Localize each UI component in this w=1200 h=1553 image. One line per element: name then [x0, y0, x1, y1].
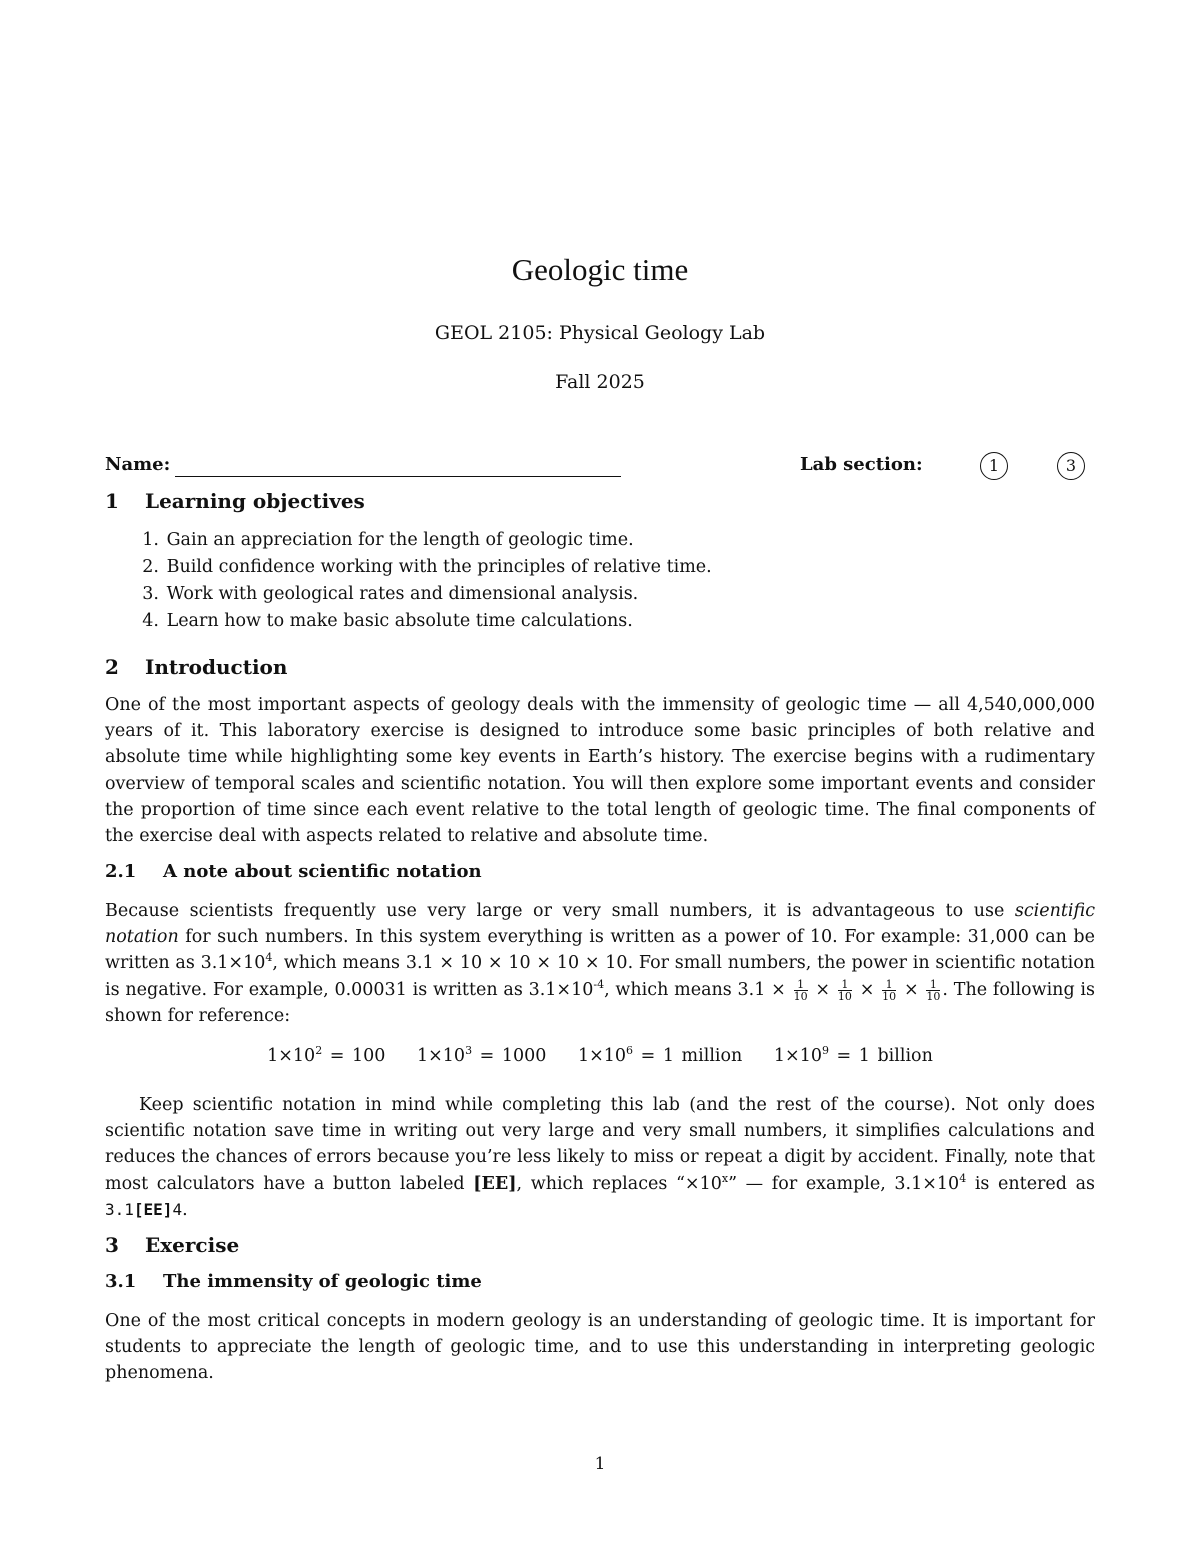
list-item [105, 554, 712, 581]
subsection-heading-scientific-notation [105, 861, 482, 882]
notation-tips-paragraph [105, 1092, 1095, 1223]
text-run: , which means 3.1 × [604, 979, 786, 1000]
equation-result: = 1000 [472, 1046, 547, 1066]
section-heading-introduction [105, 655, 287, 679]
text-run: , which means 3.1 × 10 × 10 × 10 × 10. For small numbers, the power in scientific notation is negative. For example, 0.00031 is written as 3.1×10 [105, 953, 1096, 1000]
calculator-entry [105, 1200, 182, 1219]
fraction-denominator: 10 [837, 989, 852, 1003]
text-run: is entered as [966, 1173, 1096, 1194]
subsection-number: 2.1 [105, 861, 137, 882]
subsection-title: The immensity of geologic time [163, 1271, 482, 1292]
page-number: 1 [594, 1454, 606, 1474]
section-title: Learning objectives [145, 489, 365, 513]
fraction [882, 979, 896, 1002]
lab-section-label: Lab section: [800, 454, 923, 475]
subsection-heading-immensity [105, 1271, 482, 1292]
exponent: -4 [593, 977, 605, 991]
text-run: Because scientists frequently use very large or very small numbers, it is advantageous to use [105, 901, 1015, 921]
equation [267, 1046, 385, 1066]
list-item [105, 527, 712, 554]
equation-base: 1×10 [416, 1046, 466, 1066]
exponent: x [721, 1171, 729, 1185]
course-subtitle: GEOL 2105: Physical Geology Lab [434, 322, 766, 344]
equation-result: = 100 [322, 1046, 386, 1066]
section-heading-learning-objectives [105, 489, 365, 513]
list-item [105, 581, 712, 608]
exponent: 4 [265, 951, 273, 965]
entry-ee-key: [EE] [133, 1199, 173, 1219]
equation [417, 1046, 546, 1066]
section-heading-exercise [105, 1233, 239, 1257]
section-number: 3 [105, 1233, 119, 1257]
entry-exponent: 4 [172, 1199, 183, 1219]
equation [578, 1046, 742, 1066]
fraction-numerator: 1 [794, 979, 808, 991]
emphasis-term: scientific notation [105, 901, 1095, 948]
list-item [105, 608, 712, 635]
exponent: 4 [959, 1171, 967, 1185]
equation-base: 1×10 [773, 1046, 822, 1066]
fraction-numerator: 1 [882, 979, 896, 991]
exponent: 3 [465, 1044, 473, 1058]
exponent: 2 [315, 1044, 323, 1058]
list-item-number: 2. [142, 557, 159, 577]
term-label: Fall 2025 [555, 371, 645, 393]
fraction [838, 979, 852, 1002]
entry-digits: 3.1 [105, 1199, 134, 1219]
introduction-paragraph: One of the most important aspects of geology deals with the immensity of geologic time — all 4,540,000,000 years of it. This laboratory exercise is designed to introduce some basic principles of both relative and absolute time while highlighting some key events in Earth’s history. The exercise begins with a rudimentary overview of temporal scales and scientific notation. You will then explore some important events and consider the proportion of time since each event relative to the total length of geologic time. The final components of the exercise deal with aspects related to relative and absolute time. [105, 695, 1095, 847]
scientific-notation-paragraph [105, 898, 1095, 1029]
lab-section-option-1[interactable]: 1 [980, 452, 1008, 480]
exponent: 9 [821, 1044, 829, 1058]
fraction-numerator: 1 [838, 979, 852, 991]
text-run: ” — for example, 3.1×10 [728, 1173, 960, 1194]
section-title: Introduction [145, 655, 288, 679]
objectives-list [105, 527, 712, 635]
list-item-text: Gain an appreciation for the length of geologic time. [166, 530, 634, 550]
list-item-number: 1. [142, 530, 159, 550]
list-item-text: Learn how to make basic absolute time calculations. [166, 611, 633, 631]
list-item-number: 4. [142, 611, 159, 631]
text-run: Keep scientific notation in mind while completing this lab (and the rest of the course). Not only does scientific notation save time in writing out very large and very small numbers, it simplifies calculations and reduces the chances of errors because you’re less likely to miss or repeat a digit by accident. Finally, note that most calculators have a button labeled [105, 1095, 1095, 1194]
times-sign: × [815, 979, 831, 1000]
name-label: Name: [105, 454, 171, 475]
equation-result: = 1 million [633, 1046, 743, 1066]
name-blank-line[interactable] [175, 476, 621, 477]
subsection-title: A note about scientific notation [163, 861, 482, 882]
equation-base: 1×10 [267, 1046, 316, 1066]
immensity-paragraph: One of the most critical concepts in modern geology is an understanding of geologic time. It is important for students to appreciate the length of geologic time, and to use this understanding in interpreting geologic phenomena. [105, 1311, 1095, 1384]
equation [774, 1046, 933, 1066]
list-item-text: Work with geological rates and dimensional analysis. [166, 584, 639, 604]
lab-section-option-3[interactable]: 3 [1057, 452, 1085, 480]
fraction [794, 979, 808, 1002]
times-sign: × [903, 979, 919, 1000]
exponent: 6 [626, 1044, 634, 1058]
name-section-row [105, 452, 1095, 482]
reference-equations [105, 1046, 1095, 1066]
section-number: 2 [105, 655, 119, 679]
text-run: , which replaces “×10 [516, 1173, 722, 1194]
text-run: for such numbers. In this system everything is written as a power of 10. For example: 31,000 can be written as 3.1×10 [105, 927, 1095, 974]
page-title: Geologic time [511, 252, 689, 287]
text-run: . The following is shown for reference: [105, 979, 1096, 1026]
subsection-number: 3.1 [105, 1271, 137, 1292]
times-sign: × [859, 979, 875, 1000]
section-title: Exercise [145, 1233, 240, 1257]
fraction-denominator: 10 [793, 989, 808, 1003]
fraction-denominator: 10 [882, 989, 897, 1003]
fraction-denominator: 10 [926, 989, 941, 1003]
list-item-text: Build confidence working with the principles of relative time. [166, 557, 712, 577]
equation-base: 1×10 [577, 1046, 627, 1066]
ee-button-label: [EE] [473, 1173, 517, 1194]
fraction-numerator: 1 [926, 979, 940, 991]
equation-result: = 1 billion [828, 1046, 933, 1066]
list-item-number: 3. [142, 584, 159, 604]
text-run: . [182, 1199, 188, 1220]
section-number: 1 [105, 489, 119, 513]
fraction [926, 979, 940, 1002]
